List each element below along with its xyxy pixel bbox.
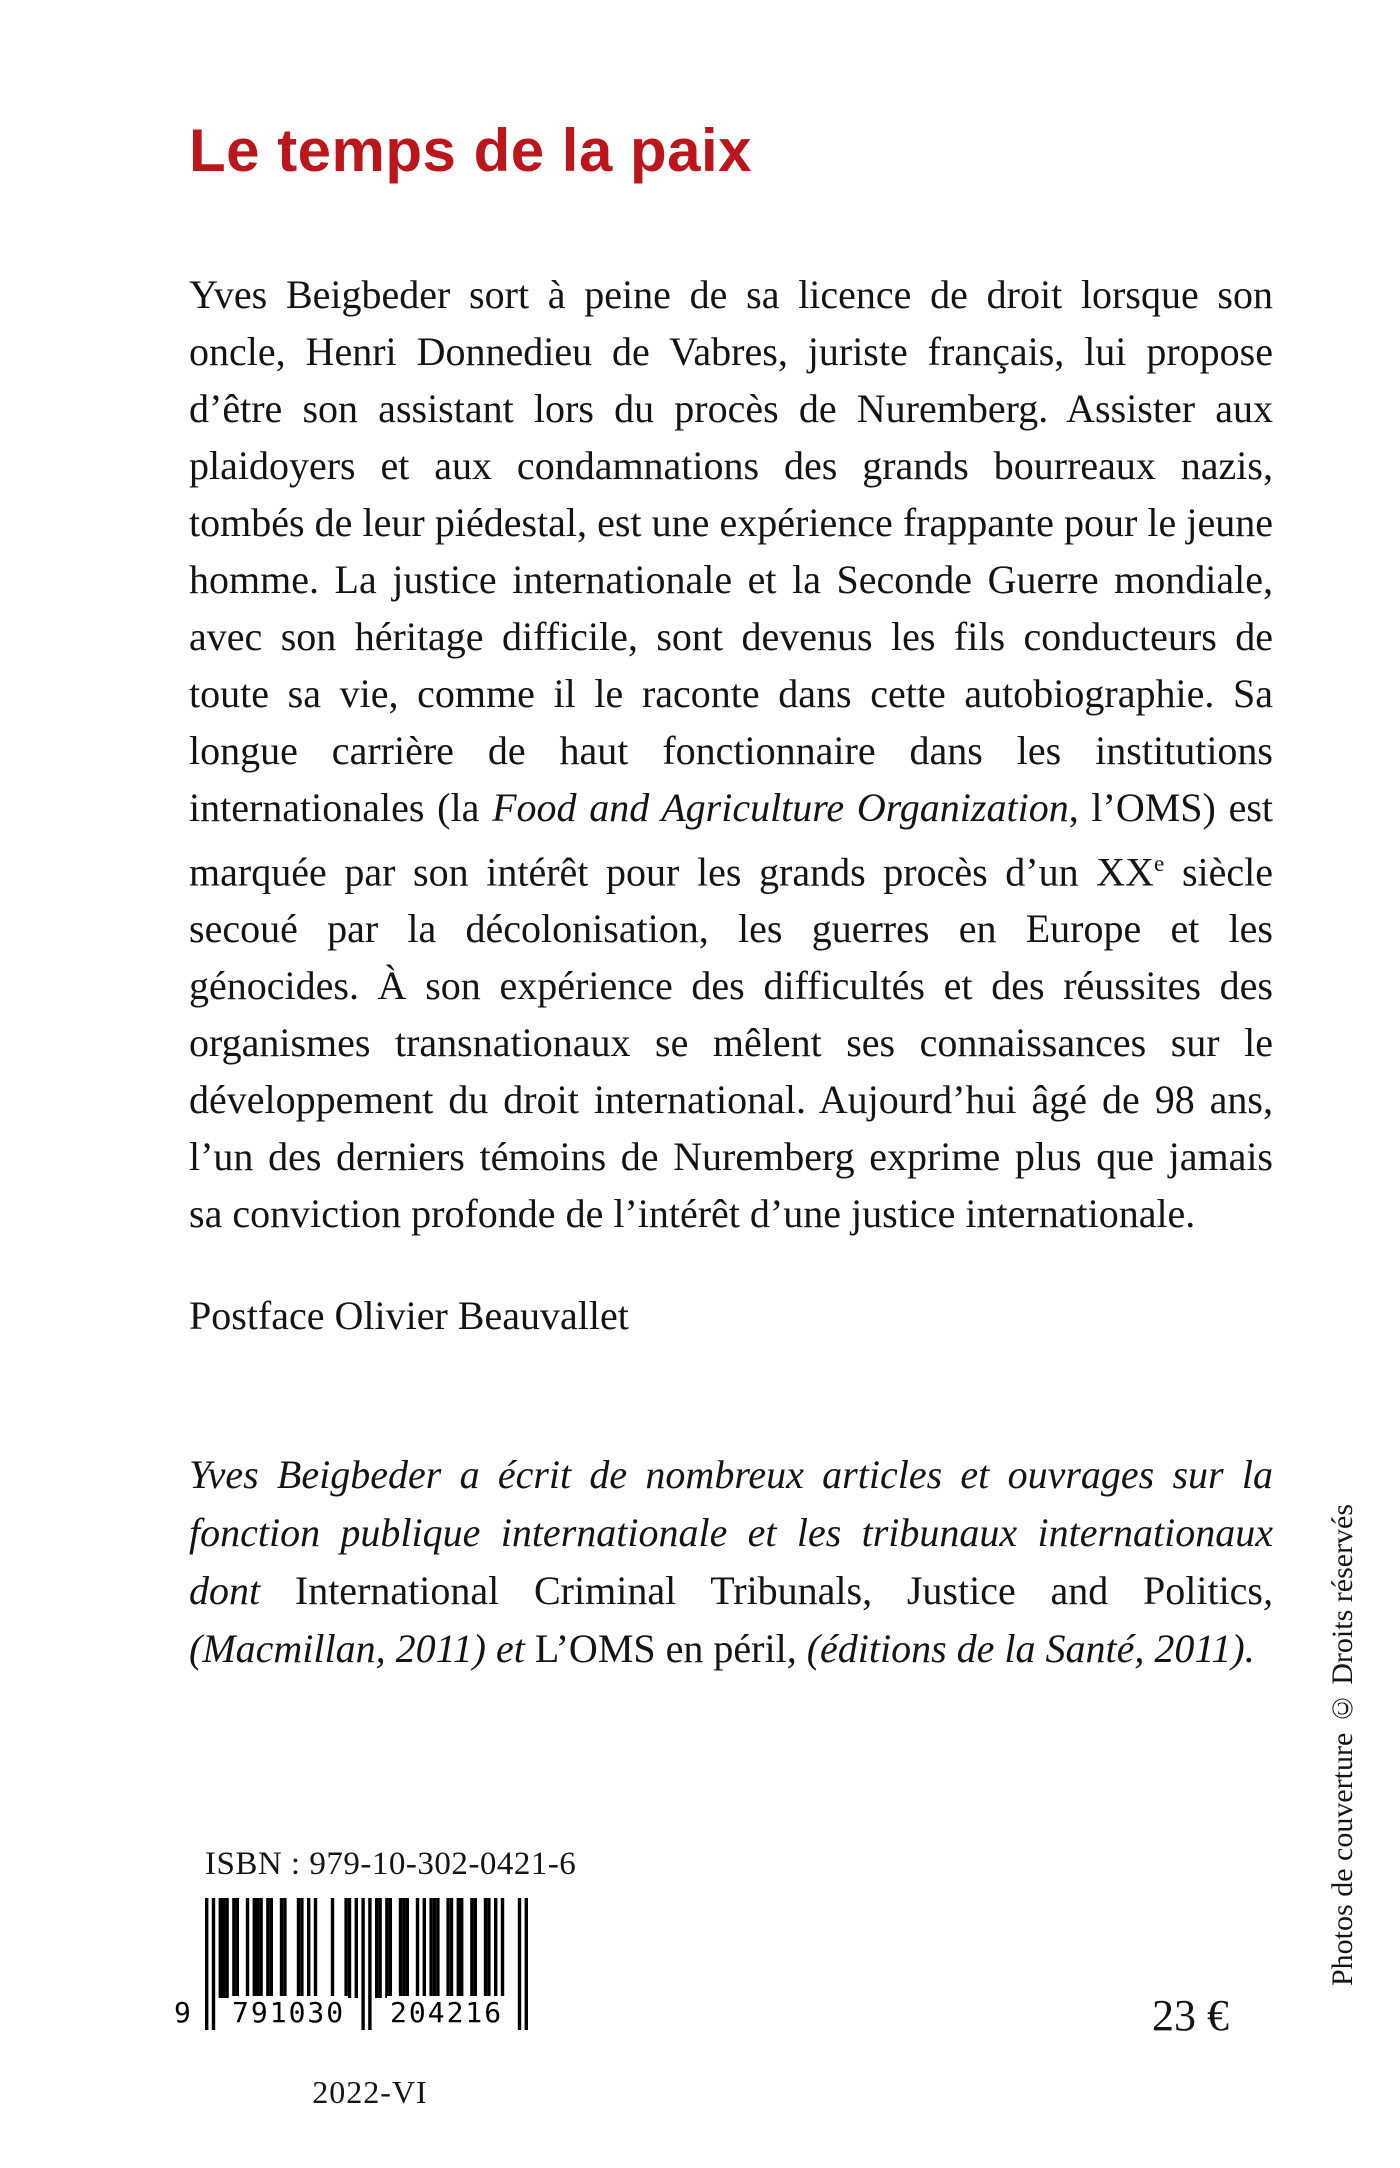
photo-credit: Photos de couverture © Droits réservés: [1326, 1503, 1359, 1986]
barcode-digit-group2: 204216: [387, 1996, 506, 2029]
synopsis-paragraph: Yves Beigbeder sort à peine de sa licence de droit lorsque son oncle, Henri Donnedieu de Vabres, juriste français, lui propose d’être son assistant lors du procès de Nuremberg. Assister aux plaidoyers et aux condamnations des grands bourreaux nazis, tombés de leur piédestal, est une expérience frappante pour le jeune homme. La justice internationale et la Seconde Guerre mondiale, avec son héritage difficile, sont devenus les fils conducteurs de toute sa vie, comme il le raconte dans cette autobiographie. Sa longue carrière de haut fonctionnaire dans les institutions internationales (la Food and Agriculture Organization, l’OMS) est marquée par son intérêt pour les grands procès d’un XXe siècle secoué par la décolonisation, les guerres en Europe et les génocides. À son expérience des difficultés et des réussites des organismes transnationaux se mêlent ses connaissances sur le développement du droit international. Aujourd’hui âgé de 98 ans, l’un des derniers témoins de Nuremberg exprime plus que jamais sa conviction profonde de l’intérêt d’une justice internationale.: [189, 272, 1274, 1237]
page-title: Le temps de la paix: [189, 117, 753, 184]
edition-code: 2022-VI: [312, 2074, 428, 2110]
isbn-label: ISBN : 979-10-302-0421-6: [205, 1846, 577, 1882]
price-label: 23 €: [1152, 1991, 1229, 2040]
barcode-digit-first: 9: [171, 1996, 196, 2029]
postface-line: Postface Olivier Beauvallet: [189, 1293, 629, 1338]
barcode: [174, 1898, 535, 2068]
barcode-digit-group1: 791030: [229, 1996, 348, 2029]
bio-paragraph: Yves Beigbeder a écrit de nombreux articles et ouvrages sur la fonction publique internationale et les tribunaux internationaux dont International Criminal Tribunals, Justice and Politics, (Macmillan, 2011) et L’OMS en péril, (éditions de la Santé, 2011).: [189, 1452, 1273, 1671]
